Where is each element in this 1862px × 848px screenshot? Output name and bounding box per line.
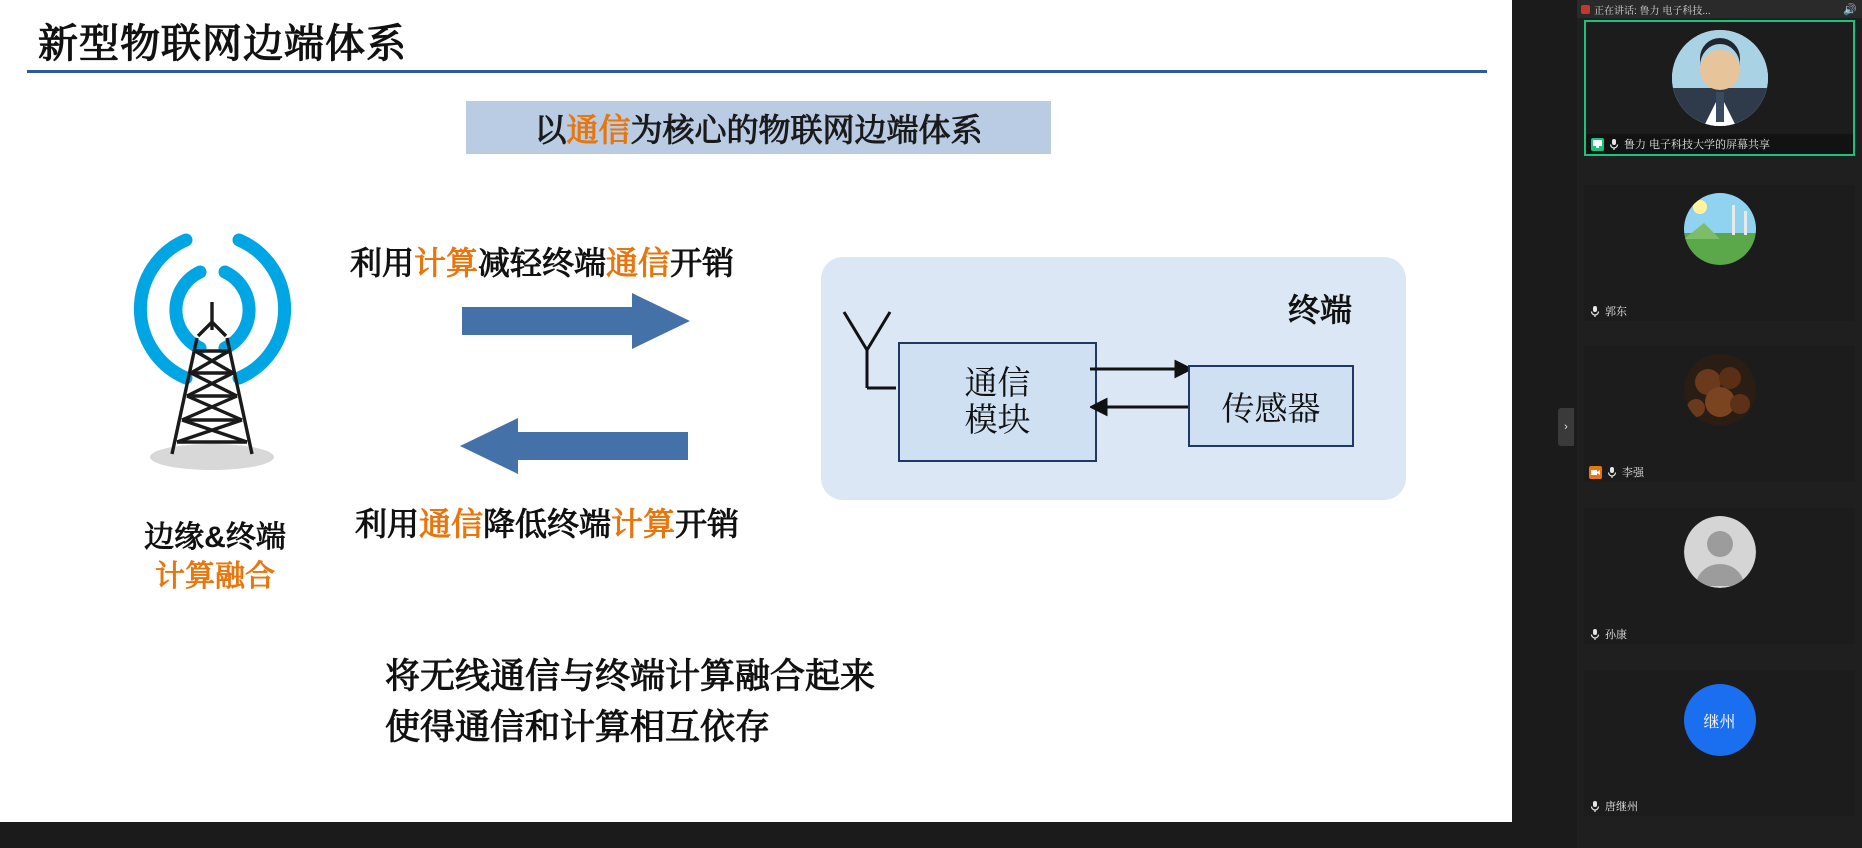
avatar [1684,354,1756,426]
participant-name-0: 鲁力 电子科技大学的屏幕共享 [1624,139,1771,151]
sensor-box [1188,365,1354,447]
conclusion-line-1: 将无线通信与终端计算融合起来 [385,657,876,696]
participant-tile-3[interactable] [1584,508,1855,644]
participant-footer-3 [1584,624,1855,644]
collapse-panel-handle[interactable]: › [1558,408,1574,446]
avatar-initials: 继州 [1703,713,1736,731]
participant-footer-0 [1586,134,1853,154]
arrow-left-icon [458,418,688,479]
participant-name-4: 唐继州 [1605,801,1638,813]
avatar [1672,30,1768,126]
participant-footer-2 [1584,462,1855,482]
small-antenna-icon [838,310,896,407]
edge-terminal-label [100,518,330,596]
participant-tile-4[interactable] [1584,670,1855,816]
mic-on-icon [1589,305,1601,318]
antenna-tower-illustration [100,218,325,508]
active-speaker-label: 正在讲话: 鲁力 电子科技... [1594,5,1711,17]
participant-footer-1 [1584,301,1855,321]
slide-conclusion-text [385,652,875,754]
initials-avatar [1684,684,1756,756]
terminal-panel-label: 终端 [1288,292,1353,328]
participant-footer-4 [1584,796,1855,816]
edge-label-line2: 计算融合 [155,560,275,593]
edge-label-line1: 边缘&终端 [144,521,286,554]
slide-banner [466,101,1051,154]
video-off-icon [1589,466,1602,479]
sensor-label: 传感器 [1221,389,1321,427]
mic-red-icon [1581,5,1590,14]
mic-on-icon [1606,466,1618,479]
default-avatar [1684,516,1756,588]
module-sensor-link-arrows [1090,355,1195,430]
slide-banner-text: 以通信为核心的物联网边端体系 [534,111,983,148]
participant-name-1: 郭东 [1605,306,1627,318]
flow-text-bottom: 利用通信降低终端计算开销 [355,506,740,542]
screen-share-icon [1591,138,1604,151]
arrow-right-icon [462,293,692,354]
speaker-icon[interactable]: 🔊 [1843,3,1857,16]
mic-on-icon [1589,800,1601,813]
title-divider [27,70,1487,73]
slide-title: 新型物联网边端体系 [38,22,407,66]
participant-tile-2[interactable] [1584,346,1855,482]
active-speaker-bar [1577,0,1862,18]
mic-on-icon [1589,628,1601,641]
window-bottom-strip [0,822,1512,848]
communication-module-box [898,342,1097,462]
participant-tile-1[interactable] [1584,185,1855,321]
communication-module-label: 通信 模块 [964,364,1031,438]
participant-name-2: 李强 [1622,467,1644,479]
flow-text-top: 利用计算减轻终端通信开销 [350,245,735,281]
avatar [1684,193,1756,265]
mic-on-icon [1608,138,1620,151]
conclusion-line-2: 使得通信和计算相互依存 [385,707,771,747]
participant-name-3: 孙康 [1605,629,1627,641]
participant-tile-0[interactable] [1584,20,1855,156]
